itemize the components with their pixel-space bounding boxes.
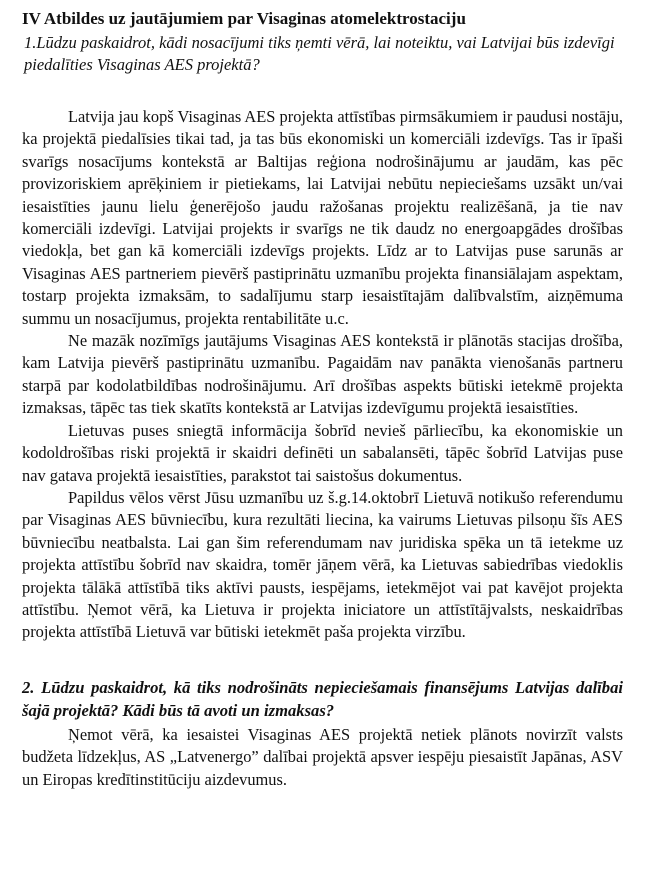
answer-1-paragraph-3: Lietuvas puses sniegtā informācija šobrīd nevieš pārliecību, ka ekonomiskie un kodoldrošības riski projektā ir skaidri definēti un sabalansēti, tāpēc šobrīd Latvijas puse nav gatava projektā iesaistīties, parakstot tai saistošus dokumentus.	[22, 420, 623, 485]
answer-1-paragraph-1: Latvija jau kopš Visaginas AES projekta attīstības pirmsākumiem ir paudusi nostāju, ka projektā piedalīsies tikai tad, ja tas būs ekonomiski un komerciāli izdevīgs. Tas ir īpaši svarīgs nosacījums kontekstā ar Baltijas reģiona nodrošinājumu ar jaudām, kas pēc provizoriskiem aprēķiniem ir pietiekams, lai Latvijai nebūtu nepieciešams uzsākt un/vai iesaistīties jaunu lielu ģenerējošo jaudu ražošanas projektu realizēšanā, ja tie nav komerciāli izdevīgi. Latvijai projekts ir svarīgs ne tik daudz no energoapgādes drošības viedokļa, bet gan kā komerciāli izdevīgs projekts. Līdz ar to Latvijas puse sarunās ar Visaginas AES partneriem pievērš pastiprinātu uzmanību projekta finansiālajam aspektam, tostarp projekta izmaksām, to sadalījumu starp iesaistītajām dalībvalstīm, aizņēmuma summu un nosacījumus, projekta rentabilitāte u.c.	[22, 107, 623, 328]
answer-2	[22, 724, 623, 791]
section-heading: IV Atbildes uz jautājumiem par Visaginas atomelektrostaciju	[22, 9, 466, 28]
document-page	[22, 8, 623, 791]
answer-1-paragraph-2: Ne mazāk nozīmīgs jautājums Visaginas AES kontekstā ir plānotās stacijas drošība, kam Latvija pievērš pastiprinātu uzmanību. Pagaidām nav panākta vienošanās partneru starpā par kodolatbildības nodrošinājumu. Arī drošības aspekts būtiski ietekmē projekta izmaksas, tāpēc tas tiek skatīts kontekstā ar Latvijas izdevīgumu projektā iesaistīties.	[22, 331, 623, 418]
question-2: 2. Lūdzu paskaidrot, kā tiks nodrošināts nepieciešamais finansējums Latvijas dalībai šajā projektā? Kādi būs tā avoti un izmaksas?	[22, 677, 623, 720]
answer-1	[22, 106, 623, 644]
answer-2-paragraph-1: Ņemot vērā, ka iesaistei Visaginas AES projektā netiek plānots novirzīt valsts budžeta līdzekļus, AS „Latvenergo” dalībai projektā apsver iespēju piesaistīt Japānas, ASV un Eiropas kredītinstitūciju aizdevumus.	[22, 724, 623, 789]
answer-1-paragraph-4: Papildus vēlos vērst Jūsu uzmanību uz š.g.14.oktobrī Lietuvā notikušo referendumu par Visaginas AES būvniecību, kura rezultāti liecina, ka vairums Lietuvas pilsoņu šīs AES būvniecību neatbalsta. Lai gan šim referendumam nav juridiska spēka un tā ietekme uz projekta attīstību šobrīd nav skaidra, tomēr jāņem vērā, ka Lietuvas sabiedrības viedoklis projekta tālākā attīstībā tiks aktīvi pausts, iespējams, ietekmējot vai pat kavējot projekta attīstību. Ņemot vērā, ka Lietuva ir projekta iniciatore un attīstītājvalsts, neskaidrības projekta attīstībā Lietuvā var būtiski ietekmēt paša projekta virzību.	[22, 487, 623, 642]
question-1: 1.Lūdzu paskaidrot, kādi nosacījumi tiks ņemti vērā, lai noteiktu, vai Latvijai būs izdevīgi piedalīties Visaginas AES projektā?	[24, 33, 615, 74]
